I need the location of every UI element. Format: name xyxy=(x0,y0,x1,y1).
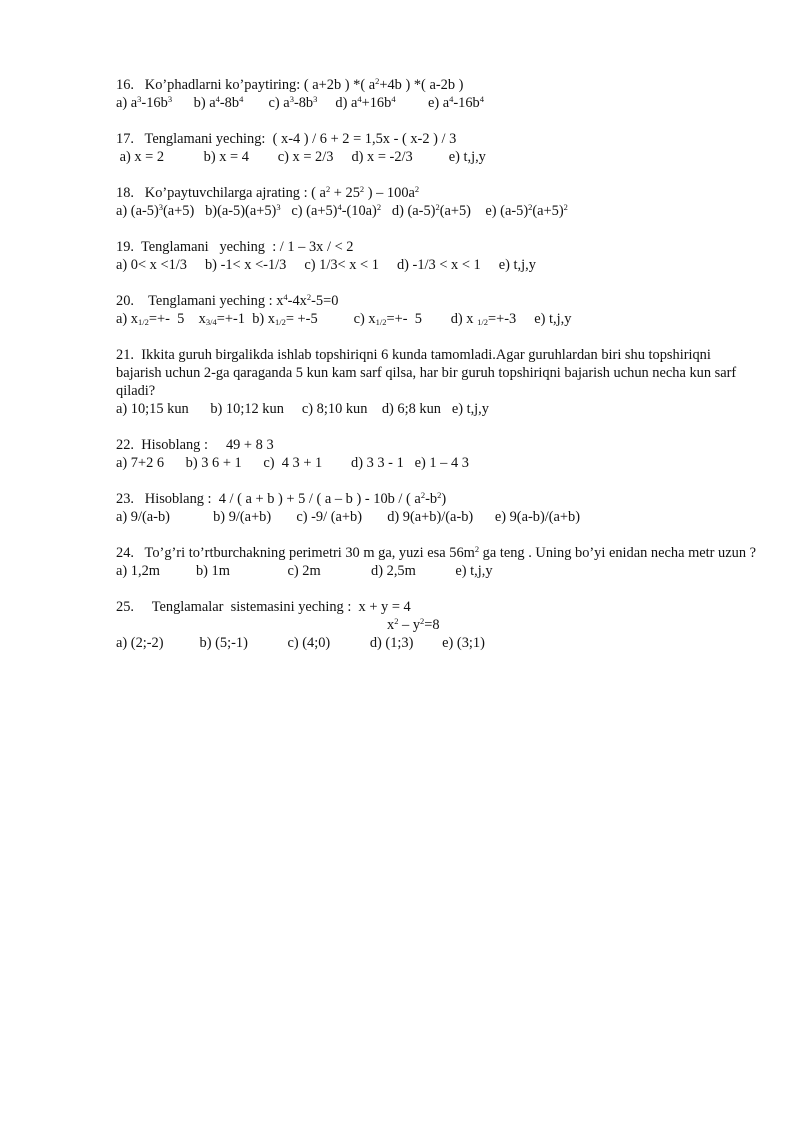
question-20 xyxy=(116,292,756,328)
option-e: e) 9(a-b)/(a+b) xyxy=(494,509,581,525)
option-c: c) 8;10 kun xyxy=(301,401,368,417)
question-16-text: 16. Ko’phadlarni ko’paytiring: ( a+2b ) *( $a^2+4b$ ) *( a-2b ) xyxy=(116,76,464,93)
option-a: a) $x_{1/2}=+-$ 5 $x_{3/4}=+-1$ xyxy=(116,311,245,327)
question-16 xyxy=(116,76,756,112)
question-24 xyxy=(116,544,756,580)
question-18 xyxy=(116,184,756,220)
option-a: a) 7+2 6 xyxy=(116,455,165,471)
option-e: e) t,j,y xyxy=(498,257,536,273)
option-c: c) $(a+5)^4-(10a)^2$ xyxy=(291,202,382,219)
question-24-options xyxy=(116,562,756,580)
question-24-text: 24. To’g’ri to’rtburchakning perimetri 30 m ga, yuzi esa $56m^2$ ga teng . Uning bo’yi enidan necha metr uzun ? xyxy=(116,544,757,561)
option-d: d) x = -2/3 xyxy=(351,149,413,165)
option-b: $b)(a-5)(a+5)^3$ xyxy=(205,202,281,219)
option-c: c) 1/3< x < 1 xyxy=(304,257,379,273)
question-23-options xyxy=(116,508,756,526)
option-e: e) 1 – 4 3 xyxy=(414,455,469,471)
question-23-text: 23. Hisoblang : 4 / ( a + b ) + 5 / ( a – b ) - 10b / ( $a^2-b^2$) xyxy=(116,490,447,507)
question-25-text: 25. Tenglamalar sistemasini yeching : x + y = 4 xyxy=(116,599,411,615)
option-c: c) 2m xyxy=(287,563,321,579)
question-19 xyxy=(116,238,756,274)
option-d: d) 9(a+b)/(a-b) xyxy=(387,509,474,525)
question-20-options xyxy=(116,310,756,328)
option-e: e) t,j,y xyxy=(451,401,489,417)
option-c: c) x = 2/3 xyxy=(277,149,334,165)
option-d: d) $a^4+16b^4$ xyxy=(335,94,396,111)
option-a: a) 0< x <1/3 xyxy=(116,257,187,273)
option-a: a) (2;-2) xyxy=(116,635,164,651)
option-a: a) x = 2 xyxy=(119,149,165,165)
question-21-text: 21. Ikkita guruh birgalikda ishlab topshiriqni 6 kunda tamomladi.Agar guruhlardan biri shu topshiriqni bajarish uchun 2-ga qaraganda 5 kun kam sarf qilsa, har bir guruh topshiriqni bajarish uchun necha kun sarf qiladi? xyxy=(116,347,737,399)
option-d: d) 6;8 kun xyxy=(381,401,442,417)
option-e: e) $(a-5)^2(a+5)^2$ xyxy=(485,202,568,219)
option-c: c) (4;0) xyxy=(287,635,331,651)
question-18-options xyxy=(116,202,756,220)
option-e: e) (3;1) xyxy=(442,635,485,651)
test-page xyxy=(116,76,756,670)
question-25 xyxy=(116,598,756,652)
option-b: b) 10;12 kun xyxy=(210,401,284,417)
question-25-system-line-2: $x^2 - y^2=8$ xyxy=(387,616,440,633)
option-c: c) $a^3-8b^3$ xyxy=(268,94,318,111)
question-17-options xyxy=(116,148,756,166)
option-a: a) 9/(a-b) xyxy=(116,509,170,525)
question-25-options xyxy=(116,634,756,652)
option-e: e) t,j,y xyxy=(455,563,493,579)
option-a: a) 1,2m xyxy=(116,563,160,579)
option-b: b) $a^4-8b^4$ xyxy=(193,94,244,111)
option-e: e) $a^4-16b^4$ xyxy=(427,94,485,111)
option-b: b) -1< x <-1/3 xyxy=(204,257,287,273)
question-22-text: 22. Hisoblang : 49 + 8 3 xyxy=(116,437,274,453)
option-b: b) 9/(a+b) xyxy=(213,509,272,525)
option-e: e) t,j,y xyxy=(534,311,572,327)
option-a: a) $a^3-16b^3$ xyxy=(116,94,173,111)
option-c: c) $x_{1/2}=+-$ 5 xyxy=(353,311,422,327)
question-18-text: 18. Ko’paytuvchilarga ajrating : ( $a^2 + 25^2$ ) – $100a^2$ xyxy=(116,184,420,201)
option-d: d) $(a-5)^2(a+5)$ xyxy=(391,202,471,219)
option-c: c) 4 3 + 1 xyxy=(263,455,323,471)
question-23 xyxy=(116,490,756,526)
question-22 xyxy=(116,436,756,472)
question-16-options xyxy=(116,94,756,112)
option-b: b) (5;-1) xyxy=(199,635,248,651)
option-a: a) $(a-5)^3(a+5)$ xyxy=(116,202,195,219)
option-b: b) $x_{1/2}= +-5$ xyxy=(252,311,318,327)
question-21 xyxy=(116,346,756,418)
option-d: d) x $_{1/2}$=+-3 xyxy=(450,311,517,327)
option-c: c) -9/ (a+b) xyxy=(296,509,363,525)
question-17-text: 17. Tenglamani yeching: ( x-4 ) / 6 + 2 = 1,5x - ( x-2 ) / 3 xyxy=(116,131,457,147)
option-e: e) t,j,y xyxy=(448,149,486,165)
option-b: b) 3 6 + 1 xyxy=(185,455,242,471)
option-b: b) 1m xyxy=(195,563,230,579)
option-d: d) 2,5m xyxy=(371,563,416,579)
option-b: b) x = 4 xyxy=(203,149,249,165)
question-20-text: 20. Tenglamani yeching : $x^4-4x^2-5=0$ xyxy=(116,292,339,309)
question-19-text: 19. Tenglamani yeching : / 1 – 3x / < 2 xyxy=(116,239,354,255)
question-22-options xyxy=(116,454,756,472)
question-21-options xyxy=(116,400,756,418)
option-a: a) 10;15 kun xyxy=(116,401,189,417)
option-d: d) -1/3 < x < 1 xyxy=(396,257,481,273)
question-19-options xyxy=(116,256,756,274)
option-d: d) 3 3 - 1 xyxy=(351,455,404,471)
question-17 xyxy=(116,130,756,166)
option-d: d) (1;3) xyxy=(369,635,414,651)
